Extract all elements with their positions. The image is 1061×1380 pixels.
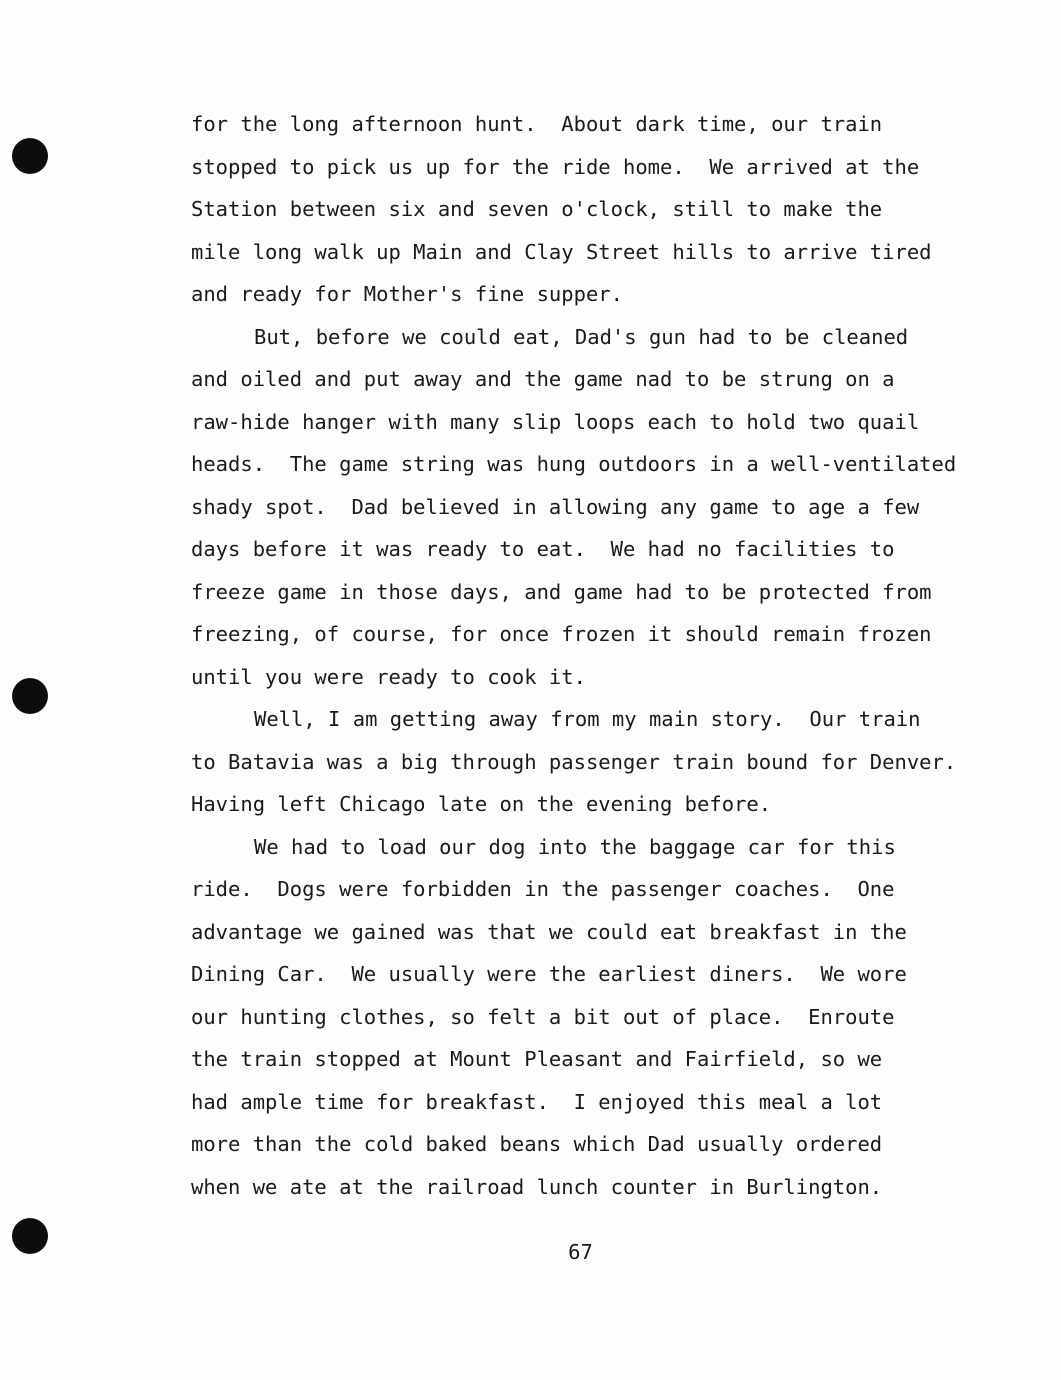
text-line: and oiled and put away and the game nad to be strung on a	[191, 367, 895, 391]
text-line: more than the cold baked beans which Dad usually ordered	[191, 1132, 883, 1156]
text-line: days before it was ready to eat. We had no facilities to	[191, 537, 895, 561]
text-line: for the long afternoon hunt. About dark time, our train	[191, 112, 883, 136]
text-line: the train stopped at Mount Pleasant and Fairfield, so we	[191, 1047, 883, 1071]
text-line: raw-hide hanger with many slip loops each to hold two quail	[191, 409, 920, 434]
text-line: ride. Dogs were forbidden in the passenger coaches. One	[191, 877, 895, 901]
text-line: freeze game in those days, and game had to be protected from	[191, 579, 932, 604]
text-line: had ample time for breakfast. I enjoyed this meal a lot	[191, 1089, 883, 1114]
binder-hole-middle	[12, 678, 48, 714]
text-line: advantage we gained was that we could eat breakfast in the	[191, 919, 907, 944]
body-text	[191, 103, 991, 1208]
text-line: Dining Car. We usually were the earliest diners. We wore	[191, 962, 907, 986]
text-line: until you were ready to cook it.	[191, 664, 586, 689]
text-line: mile long walk up Main and Clay Street hills to arrive tired	[191, 239, 932, 264]
text-line: We had to load our dog into the baggage car for this	[254, 834, 896, 859]
text-line: Station between six and seven o'clock, still to make the	[191, 197, 883, 221]
text-line: when we ate at the railroad lunch counter in Burlington.	[191, 1174, 883, 1199]
text-line: heads. The game string was hung outdoors in a well-ventilated	[191, 452, 957, 476]
text-line: freezing, of course, for once frozen it should remain frozen	[191, 622, 932, 646]
text-line: Having left Chicago late on the evening before.	[191, 792, 772, 816]
text-line: stopped to pick us up for the ride home. We arrived at the	[191, 154, 920, 179]
text-line: to Batavia was a big through passenger train bound for Denver.	[191, 749, 957, 774]
text-line: our hunting clothes, so felt a bit out of place. Enroute	[191, 1004, 895, 1029]
text-line: and ready for Mother's fine supper.	[191, 282, 623, 306]
text-line: shady spot. Dad believed in allowing any game to age a few	[191, 494, 920, 519]
page-number: 67	[568, 1240, 593, 1264]
text-line: But, before we could eat, Dad's gun had to be cleaned	[254, 324, 909, 349]
text-line: Well, I am getting away from my main story. Our train	[254, 707, 921, 731]
binder-hole-top	[12, 138, 48, 174]
